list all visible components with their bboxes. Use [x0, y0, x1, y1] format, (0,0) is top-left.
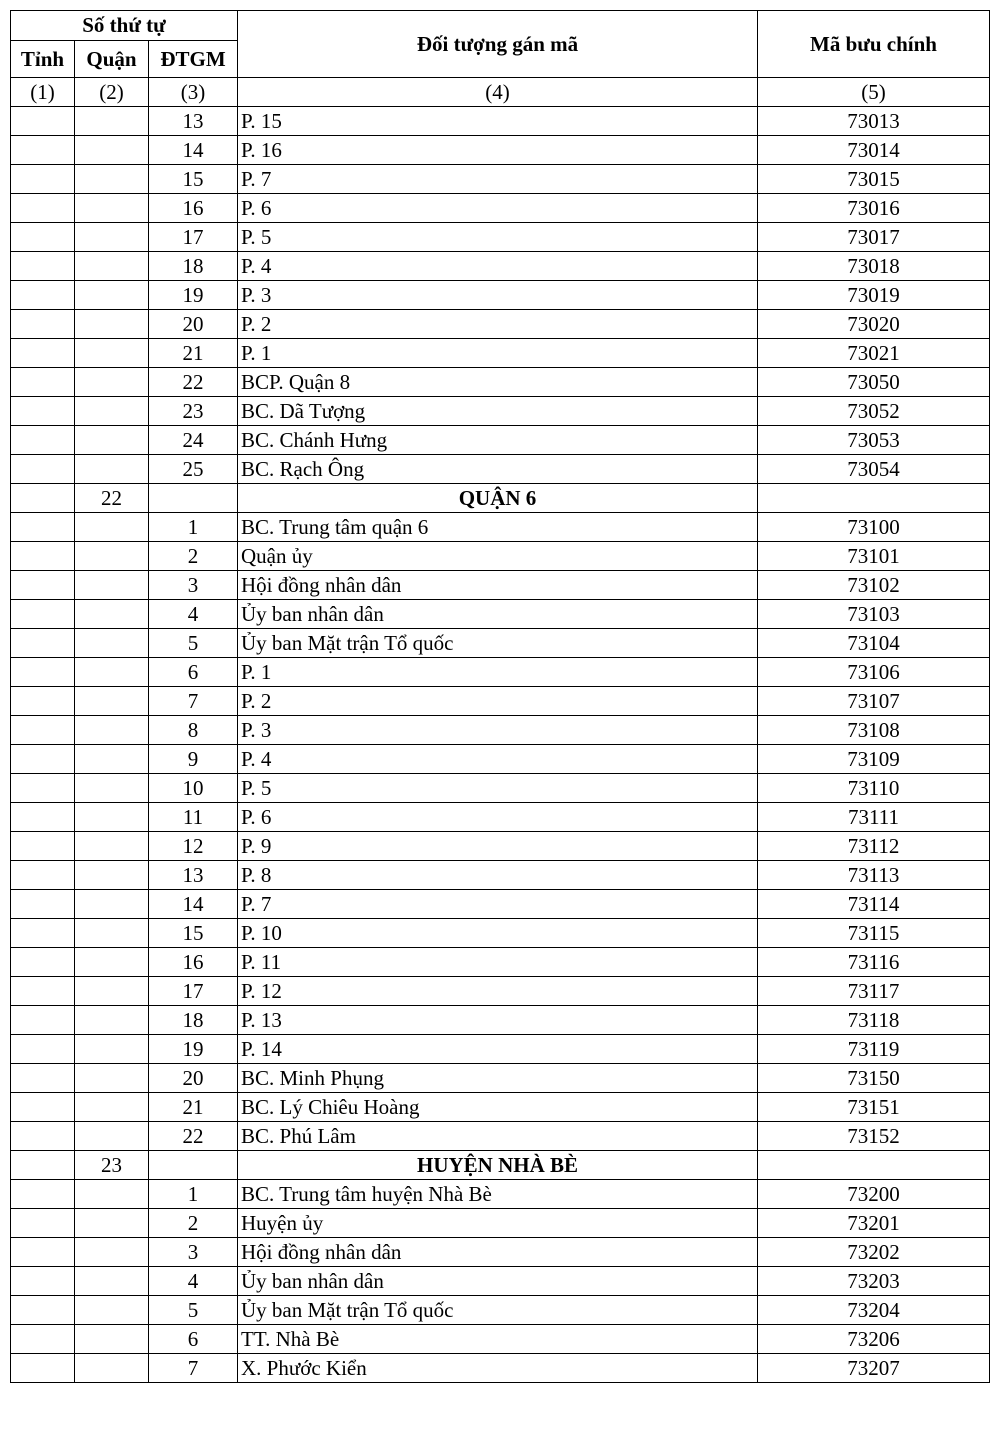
cell-doi-tuong: P. 3 — [238, 716, 758, 745]
cell-quan — [75, 571, 149, 600]
table-row — [11, 136, 990, 165]
table-row — [11, 1238, 990, 1267]
cell-ma-buu-chinh: 73111 — [758, 803, 990, 832]
table-row — [11, 1122, 990, 1151]
cell-doi-tuong: P. 2 — [238, 687, 758, 716]
cell-ma-buu-chinh: 73202 — [758, 1238, 990, 1267]
cell-ma-buu-chinh: 73119 — [758, 1035, 990, 1064]
cell-tinh — [11, 165, 75, 194]
table-row — [11, 629, 990, 658]
cell-ma-buu-chinh: 73013 — [758, 107, 990, 136]
table-row — [11, 1180, 990, 1209]
cell-doi-tuong: Ủy ban nhân dân — [238, 600, 758, 629]
cell-ma-buu-chinh: 73021 — [758, 339, 990, 368]
table-row — [11, 658, 990, 687]
cell-ma-buu-chinh: 73207 — [758, 1354, 990, 1383]
cell-quan — [75, 745, 149, 774]
cell-tinh — [11, 1151, 75, 1180]
cell-quan — [75, 1209, 149, 1238]
cell-doi-tuong: P. 11 — [238, 948, 758, 977]
cell-tinh — [11, 716, 75, 745]
cell-doi-tuong: P. 13 — [238, 1006, 758, 1035]
section-row — [11, 484, 990, 513]
cell-quan: 23 — [75, 1151, 149, 1180]
cell-tinh — [11, 1325, 75, 1354]
table-row — [11, 1296, 990, 1325]
cell-tinh — [11, 397, 75, 426]
cell-ma-buu-chinh: 73106 — [758, 658, 990, 687]
section-row — [11, 1151, 990, 1180]
table-row — [11, 861, 990, 890]
cell-quan — [75, 977, 149, 1006]
cell-tinh — [11, 803, 75, 832]
table-row — [11, 1064, 990, 1093]
cell-doi-tuong: TT. Nhà Bè — [238, 1325, 758, 1354]
cell-tinh — [11, 194, 75, 223]
cell-dtgm: 25 — [149, 455, 238, 484]
cell-quan — [75, 194, 149, 223]
table-row — [11, 368, 990, 397]
cell-dtgm: 17 — [149, 223, 238, 252]
cell-ma-buu-chinh: 73114 — [758, 890, 990, 919]
cell-ma-buu-chinh: 73109 — [758, 745, 990, 774]
cell-tinh — [11, 368, 75, 397]
table-row — [11, 1035, 990, 1064]
cell-tinh — [11, 1267, 75, 1296]
cell-doi-tuong: P. 16 — [238, 136, 758, 165]
cell-dtgm: 21 — [149, 339, 238, 368]
cell-doi-tuong: P. 4 — [238, 745, 758, 774]
cell-doi-tuong: P. 1 — [238, 339, 758, 368]
cell-quan — [75, 919, 149, 948]
cell-ma-buu-chinh: 73110 — [758, 774, 990, 803]
table-row — [11, 977, 990, 1006]
cell-ma-buu-chinh: 73014 — [758, 136, 990, 165]
cell-dtgm: 16 — [149, 948, 238, 977]
cell-doi-tuong: P. 1 — [238, 658, 758, 687]
cell-doi-tuong: P. 12 — [238, 977, 758, 1006]
cell-dtgm: 1 — [149, 513, 238, 542]
cell-ma-buu-chinh: 73101 — [758, 542, 990, 571]
cell-doi-tuong: P. 14 — [238, 1035, 758, 1064]
cell-tinh — [11, 1006, 75, 1035]
cell-quan — [75, 455, 149, 484]
cell-doi-tuong: Ủy ban Mặt trận Tổ quốc — [238, 629, 758, 658]
cell-doi-tuong: P. 10 — [238, 919, 758, 948]
table-row — [11, 339, 990, 368]
cell-ma-buu-chinh: 73108 — [758, 716, 990, 745]
cell-tinh — [11, 890, 75, 919]
cell-dtgm: 18 — [149, 252, 238, 281]
cell-tinh — [11, 1064, 75, 1093]
cell-quan — [75, 281, 149, 310]
cell-doi-tuong: P. 8 — [238, 861, 758, 890]
table-row — [11, 223, 990, 252]
cell-dtgm — [149, 1151, 238, 1180]
cell-ma-buu-chinh: 73201 — [758, 1209, 990, 1238]
cell-tinh — [11, 745, 75, 774]
cell-doi-tuong: Quận ủy — [238, 542, 758, 571]
cell-ma-buu-chinh: 73015 — [758, 165, 990, 194]
cell-quan — [75, 1006, 149, 1035]
col-number-3: (3) — [149, 78, 238, 107]
table-row — [11, 600, 990, 629]
cell-quan — [75, 658, 149, 687]
cell-ma-buu-chinh: 73150 — [758, 1064, 990, 1093]
cell-ma-buu-chinh: 73016 — [758, 194, 990, 223]
cell-dtgm: 14 — [149, 136, 238, 165]
table-row — [11, 513, 990, 542]
cell-quan — [75, 252, 149, 281]
cell-dtgm: 15 — [149, 165, 238, 194]
section-title: QUẬN 6 — [238, 484, 758, 513]
cell-dtgm: 9 — [149, 745, 238, 774]
cell-tinh — [11, 223, 75, 252]
section-title: HUYỆN NHÀ BÈ — [238, 1151, 758, 1180]
table-row — [11, 397, 990, 426]
cell-doi-tuong: BC. Dã Tượng — [238, 397, 758, 426]
cell-quan — [75, 1093, 149, 1122]
cell-tinh — [11, 107, 75, 136]
cell-quan — [75, 542, 149, 571]
cell-quan — [75, 890, 149, 919]
cell-quan — [75, 629, 149, 658]
cell-dtgm: 15 — [149, 919, 238, 948]
table-row — [11, 426, 990, 455]
cell-doi-tuong: P. 15 — [238, 107, 758, 136]
cell-ma-buu-chinh: 73107 — [758, 687, 990, 716]
cell-ma-buu-chinh: 73052 — [758, 397, 990, 426]
cell-quan — [75, 1238, 149, 1267]
cell-dtgm: 21 — [149, 1093, 238, 1122]
cell-ma-buu-chinh: 73112 — [758, 832, 990, 861]
cell-quan — [75, 426, 149, 455]
cell-ma-buu-chinh: 73054 — [758, 455, 990, 484]
cell-doi-tuong: P. 6 — [238, 803, 758, 832]
cell-tinh — [11, 1035, 75, 1064]
cell-quan — [75, 223, 149, 252]
cell-doi-tuong: BC. Chánh Hưng — [238, 426, 758, 455]
cell-dtgm: 19 — [149, 281, 238, 310]
cell-doi-tuong: P. 5 — [238, 223, 758, 252]
cell-tinh — [11, 339, 75, 368]
header-dtgm: ĐTGM — [149, 41, 238, 78]
table-row — [11, 1093, 990, 1122]
postal-code-table — [10, 10, 990, 1383]
table-row — [11, 745, 990, 774]
table-row — [11, 832, 990, 861]
cell-quan: 22 — [75, 484, 149, 513]
table-row — [11, 542, 990, 571]
cell-tinh — [11, 919, 75, 948]
cell-doi-tuong: BC. Trung tâm quận 6 — [238, 513, 758, 542]
cell-ma-buu-chinh: 73019 — [758, 281, 990, 310]
table-row — [11, 774, 990, 803]
cell-ma-buu-chinh: 73204 — [758, 1296, 990, 1325]
cell-dtgm: 13 — [149, 861, 238, 890]
cell-quan — [75, 1354, 149, 1383]
cell-tinh — [11, 310, 75, 339]
cell-dtgm: 19 — [149, 1035, 238, 1064]
cell-ma-buu-chinh: 73200 — [758, 1180, 990, 1209]
cell-ma-buu-chinh: 73103 — [758, 600, 990, 629]
cell-dtgm: 13 — [149, 107, 238, 136]
table-row — [11, 919, 990, 948]
cell-tinh — [11, 948, 75, 977]
cell-quan — [75, 1122, 149, 1151]
cell-quan — [75, 397, 149, 426]
cell-doi-tuong: BC. Phú Lâm — [238, 1122, 758, 1151]
cell-dtgm: 1 — [149, 1180, 238, 1209]
cell-quan — [75, 339, 149, 368]
cell-ma-buu-chinh — [758, 1151, 990, 1180]
cell-quan — [75, 774, 149, 803]
cell-doi-tuong: BC. Lý Chiêu Hoàng — [238, 1093, 758, 1122]
table-row — [11, 107, 990, 136]
cell-dtgm: 5 — [149, 1296, 238, 1325]
cell-ma-buu-chinh: 73113 — [758, 861, 990, 890]
cell-quan — [75, 948, 149, 977]
cell-dtgm: 17 — [149, 977, 238, 1006]
cell-quan — [75, 803, 149, 832]
col-number-2: (2) — [75, 78, 149, 107]
cell-ma-buu-chinh: 73151 — [758, 1093, 990, 1122]
cell-dtgm: 22 — [149, 368, 238, 397]
col-number-1: (1) — [11, 78, 75, 107]
cell-dtgm: 8 — [149, 716, 238, 745]
cell-doi-tuong: Huyện ủy — [238, 1209, 758, 1238]
cell-quan — [75, 1064, 149, 1093]
cell-dtgm: 2 — [149, 1209, 238, 1238]
cell-dtgm: 4 — [149, 600, 238, 629]
cell-doi-tuong: X. Phước Kiển — [238, 1354, 758, 1383]
cell-ma-buu-chinh: 73050 — [758, 368, 990, 397]
cell-dtgm: 14 — [149, 890, 238, 919]
table-row — [11, 890, 990, 919]
cell-dtgm: 5 — [149, 629, 238, 658]
cell-doi-tuong: BC. Trung tâm huyện Nhà Bè — [238, 1180, 758, 1209]
cell-tinh — [11, 455, 75, 484]
table-row — [11, 1325, 990, 1354]
cell-tinh — [11, 484, 75, 513]
cell-dtgm: 10 — [149, 774, 238, 803]
cell-doi-tuong: Hội đồng nhân dân — [238, 1238, 758, 1267]
cell-quan — [75, 687, 149, 716]
cell-tinh — [11, 426, 75, 455]
cell-dtgm: 6 — [149, 1325, 238, 1354]
cell-tinh — [11, 774, 75, 803]
table-row — [11, 571, 990, 600]
cell-dtgm: 24 — [149, 426, 238, 455]
cell-ma-buu-chinh: 73018 — [758, 252, 990, 281]
cell-doi-tuong: BCP. Quận 8 — [238, 368, 758, 397]
cell-quan — [75, 1267, 149, 1296]
cell-quan — [75, 310, 149, 339]
cell-ma-buu-chinh: 73116 — [758, 948, 990, 977]
cell-ma-buu-chinh: 73100 — [758, 513, 990, 542]
cell-doi-tuong: P. 3 — [238, 281, 758, 310]
cell-doi-tuong: Ủy ban nhân dân — [238, 1267, 758, 1296]
cell-ma-buu-chinh: 73203 — [758, 1267, 990, 1296]
cell-dtgm: 2 — [149, 542, 238, 571]
cell-dtgm: 23 — [149, 397, 238, 426]
table-body — [11, 107, 990, 1383]
cell-quan — [75, 513, 149, 542]
cell-dtgm: 20 — [149, 1064, 238, 1093]
cell-ma-buu-chinh: 73206 — [758, 1325, 990, 1354]
cell-quan — [75, 136, 149, 165]
cell-tinh — [11, 513, 75, 542]
cell-tinh — [11, 571, 75, 600]
cell-quan — [75, 1296, 149, 1325]
cell-dtgm — [149, 484, 238, 513]
cell-ma-buu-chinh: 73152 — [758, 1122, 990, 1151]
column-number-row — [11, 78, 990, 107]
cell-tinh — [11, 832, 75, 861]
cell-doi-tuong: P. 7 — [238, 890, 758, 919]
cell-dtgm: 3 — [149, 571, 238, 600]
header-ma-buu-chinh: Mã bưu chính — [758, 11, 990, 78]
cell-tinh — [11, 600, 75, 629]
cell-quan — [75, 861, 149, 890]
cell-doi-tuong: BC. Minh Phụng — [238, 1064, 758, 1093]
header-tinh: Tỉnh — [11, 41, 75, 78]
cell-ma-buu-chinh: 73115 — [758, 919, 990, 948]
table-row — [11, 281, 990, 310]
cell-tinh — [11, 629, 75, 658]
cell-dtgm: 6 — [149, 658, 238, 687]
cell-dtgm: 7 — [149, 687, 238, 716]
cell-tinh — [11, 977, 75, 1006]
cell-dtgm: 20 — [149, 310, 238, 339]
cell-dtgm: 16 — [149, 194, 238, 223]
cell-quan — [75, 368, 149, 397]
cell-ma-buu-chinh: 73118 — [758, 1006, 990, 1035]
table-row — [11, 803, 990, 832]
cell-ma-buu-chinh — [758, 484, 990, 513]
cell-tinh — [11, 1296, 75, 1325]
cell-dtgm: 18 — [149, 1006, 238, 1035]
cell-doi-tuong: P. 6 — [238, 194, 758, 223]
header-quan: Quận — [75, 41, 149, 78]
cell-tinh — [11, 1180, 75, 1209]
cell-doi-tuong: P. 5 — [238, 774, 758, 803]
table-row — [11, 716, 990, 745]
cell-ma-buu-chinh: 73017 — [758, 223, 990, 252]
cell-quan — [75, 716, 149, 745]
cell-doi-tuong: P. 4 — [238, 252, 758, 281]
cell-dtgm: 22 — [149, 1122, 238, 1151]
table-row — [11, 948, 990, 977]
cell-quan — [75, 165, 149, 194]
cell-tinh — [11, 136, 75, 165]
cell-ma-buu-chinh: 73053 — [758, 426, 990, 455]
cell-doi-tuong: BC. Rạch Ông — [238, 455, 758, 484]
cell-tinh — [11, 1354, 75, 1383]
cell-quan — [75, 107, 149, 136]
cell-quan — [75, 1035, 149, 1064]
cell-tinh — [11, 1122, 75, 1151]
table-row — [11, 252, 990, 281]
cell-doi-tuong: P. 7 — [238, 165, 758, 194]
cell-tinh — [11, 542, 75, 571]
cell-dtgm: 4 — [149, 1267, 238, 1296]
table-row — [11, 165, 990, 194]
cell-dtgm: 11 — [149, 803, 238, 832]
cell-quan — [75, 832, 149, 861]
cell-quan — [75, 600, 149, 629]
col-number-5: (5) — [758, 78, 990, 107]
table-row — [11, 1209, 990, 1238]
cell-ma-buu-chinh: 73102 — [758, 571, 990, 600]
cell-ma-buu-chinh: 73104 — [758, 629, 990, 658]
cell-ma-buu-chinh: 73117 — [758, 977, 990, 1006]
cell-doi-tuong: Hội đồng nhân dân — [238, 571, 758, 600]
cell-tinh — [11, 687, 75, 716]
col-number-4: (4) — [238, 78, 758, 107]
table-row — [11, 455, 990, 484]
cell-tinh — [11, 281, 75, 310]
cell-dtgm: 12 — [149, 832, 238, 861]
cell-doi-tuong: Ủy ban Mặt trận Tổ quốc — [238, 1296, 758, 1325]
table-row — [11, 194, 990, 223]
cell-tinh — [11, 861, 75, 890]
cell-doi-tuong: P. 2 — [238, 310, 758, 339]
cell-ma-buu-chinh: 73020 — [758, 310, 990, 339]
header-doi-tuong: Đối tượng gán mã — [238, 11, 758, 78]
cell-tinh — [11, 252, 75, 281]
table-row — [11, 310, 990, 339]
cell-dtgm: 7 — [149, 1354, 238, 1383]
cell-quan — [75, 1325, 149, 1354]
cell-tinh — [11, 1209, 75, 1238]
table-row — [11, 687, 990, 716]
header-so-thu-tu: Số thứ tự — [11, 11, 238, 41]
cell-tinh — [11, 1238, 75, 1267]
cell-tinh — [11, 1093, 75, 1122]
table-row — [11, 1354, 990, 1383]
cell-tinh — [11, 658, 75, 687]
cell-dtgm: 3 — [149, 1238, 238, 1267]
cell-quan — [75, 1180, 149, 1209]
cell-doi-tuong: P. 9 — [238, 832, 758, 861]
table-row — [11, 1006, 990, 1035]
table-row — [11, 1267, 990, 1296]
